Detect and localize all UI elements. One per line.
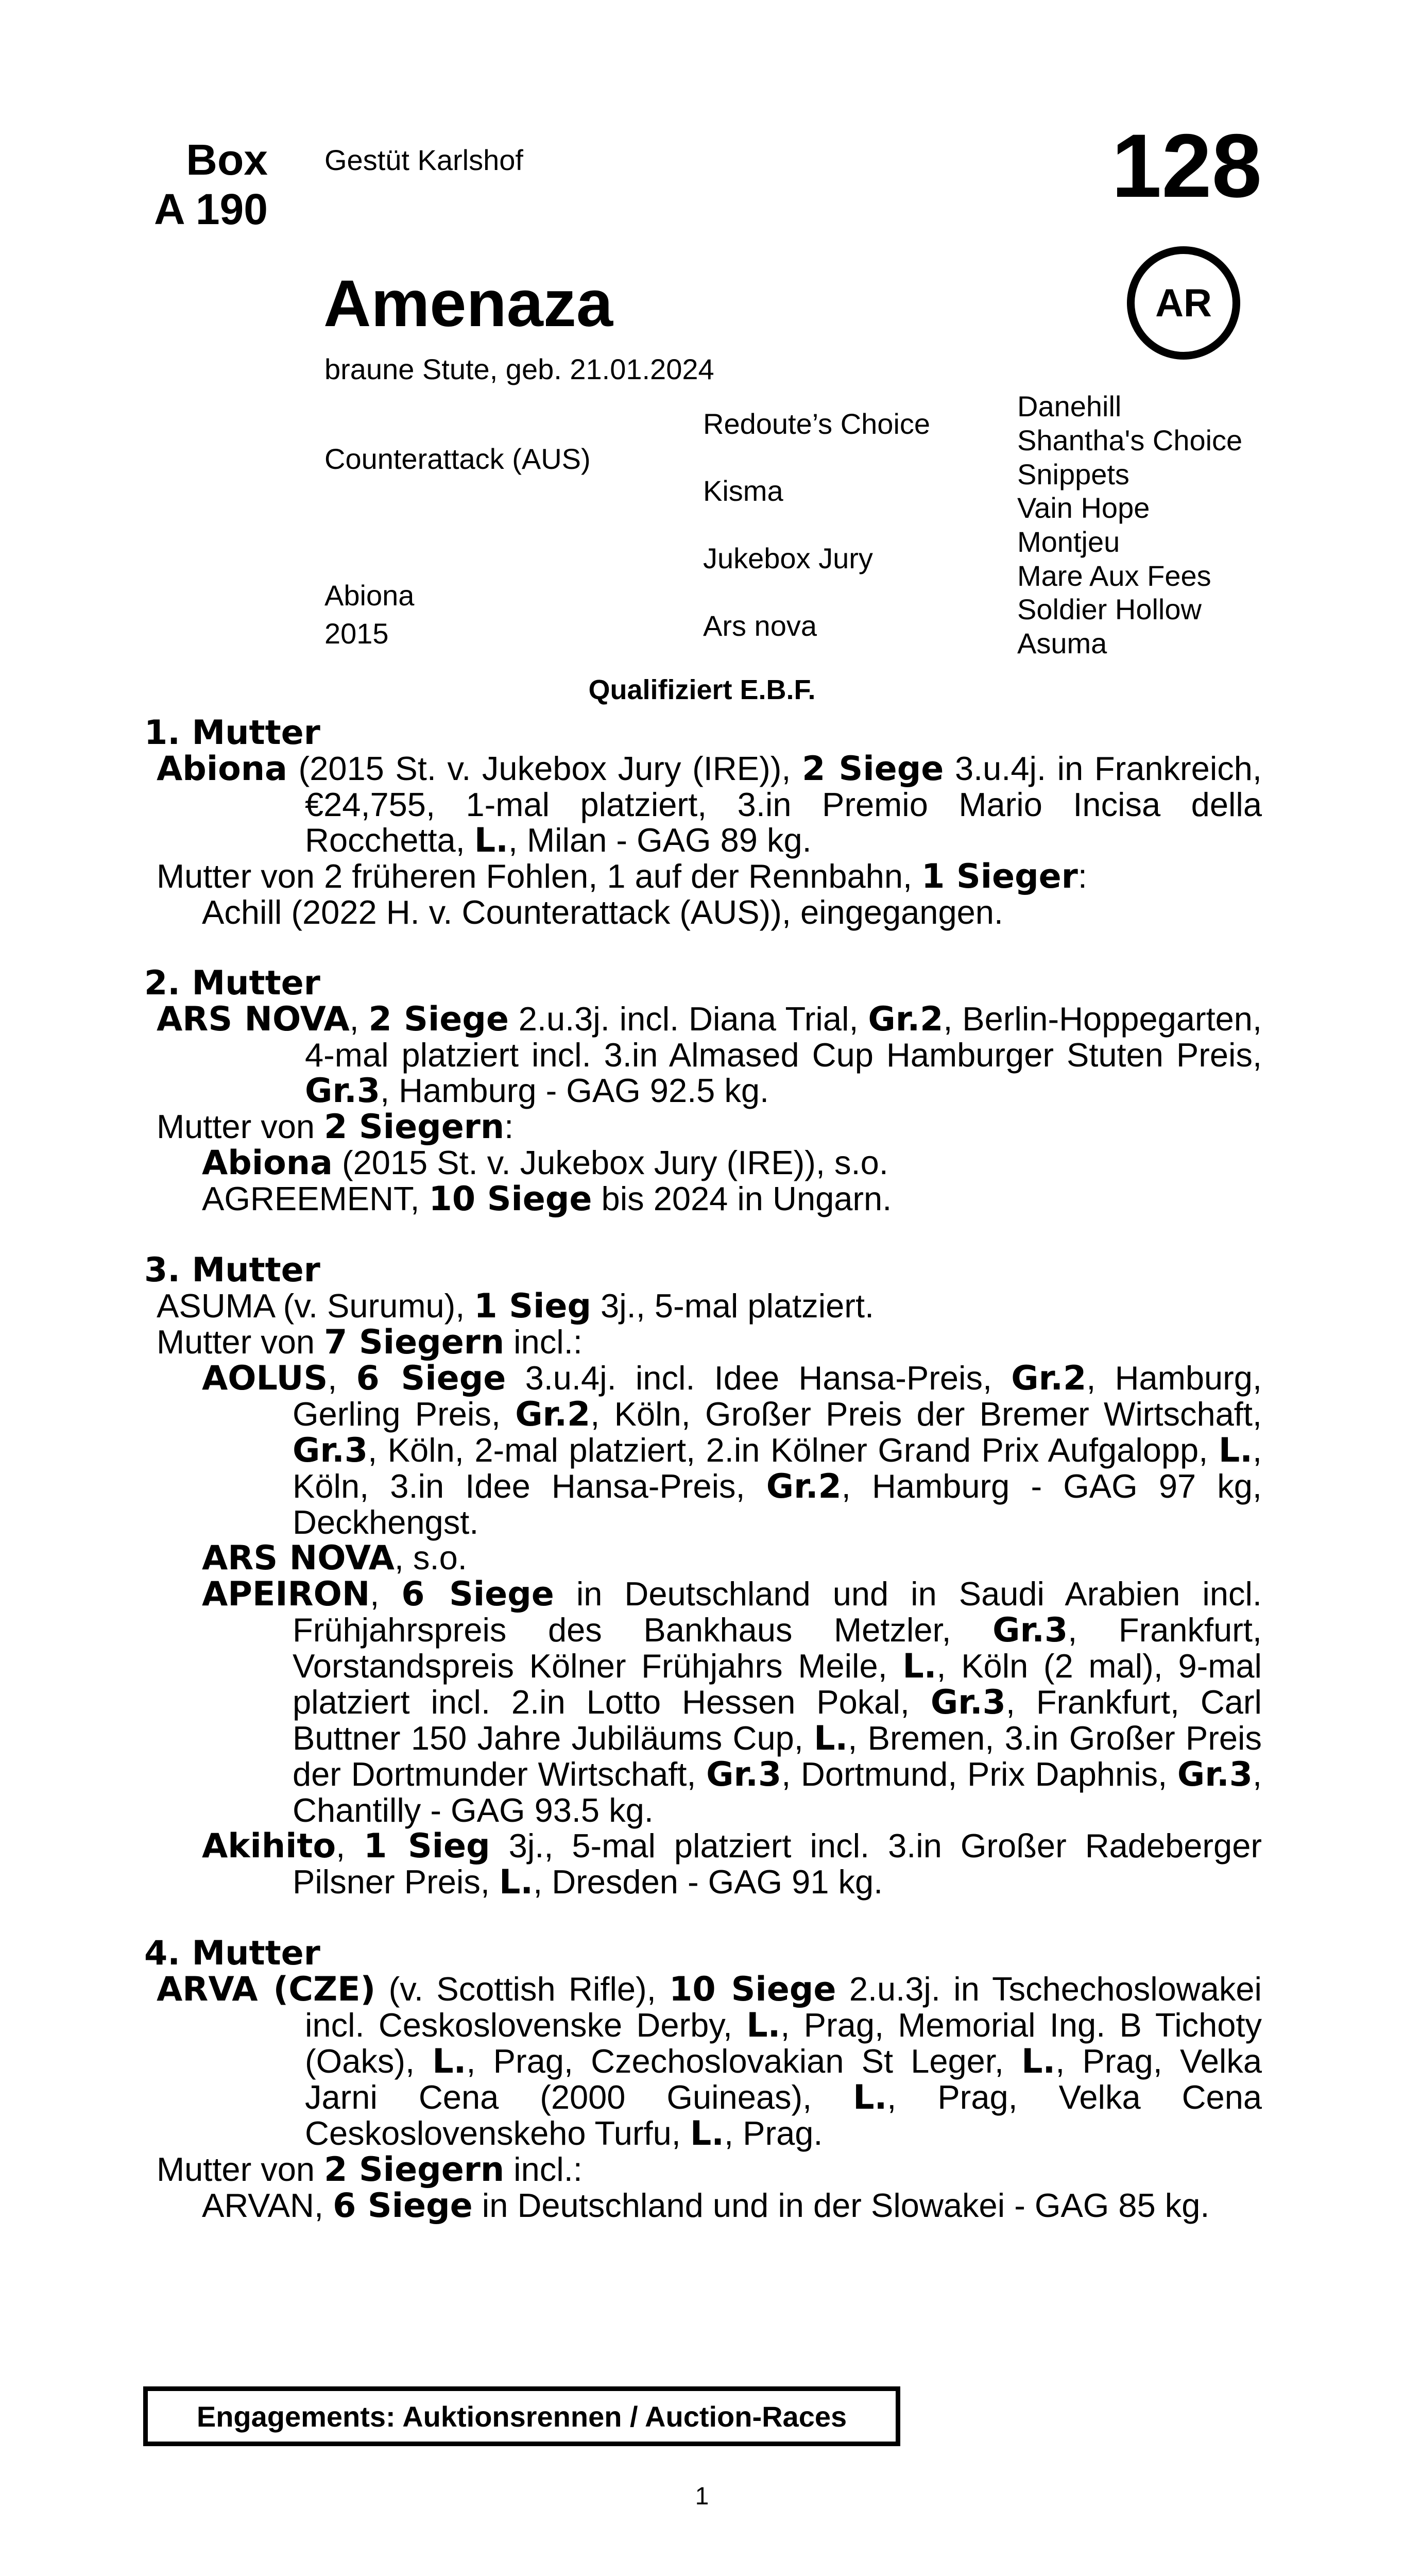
produce-text: in Deutschland und in der Slowakei - GAG 85 kg. — [472, 2187, 1210, 2224]
pedigree-gen3-8: Asuma — [1017, 627, 1107, 659]
produce-text: , Chantilly - GAG 93.5 kg. — [293, 1755, 1262, 1829]
produce-bold: 2 Siegern — [324, 2150, 505, 2189]
pedigree-gen3-1: Danehill — [1017, 390, 1122, 422]
produce-bold: L. — [499, 1863, 534, 1902]
produce-text: in Deutschland und in Saudi Arabien incl. Frühjahrspreis des Bankhaus Metzler, — [293, 1575, 1262, 1649]
produce-text: Achill (2022 H. v. Counterattack (AUS)), eingegangen. — [202, 893, 1003, 931]
produce-bold: 2 Siegern — [324, 1108, 505, 1146]
produce-text: , Hamburg - GAG 97 kg, Deckhengst. — [293, 1467, 1262, 1541]
produce-text: , Hamburg, Gerling Preis, — [293, 1359, 1262, 1433]
produce-text: : — [504, 1108, 514, 1145]
dam-bold: L. — [474, 821, 508, 860]
produce-name: ARS NOVA — [202, 1539, 395, 1578]
dam-bold: L. — [432, 2042, 467, 2081]
produce-bold: 7 Siegern — [324, 1323, 505, 1362]
produce-bold: Gr.3 — [706, 1755, 782, 1794]
produce-bold: L. — [902, 1647, 937, 1686]
produce-name: AOLUS — [202, 1359, 328, 1398]
produce-entry — [202, 1576, 1262, 1828]
produce-text: Mutter von — [157, 1108, 324, 1145]
pedigree-sire: Counterattack (AUS) — [324, 443, 591, 475]
produce-entry — [202, 1145, 1262, 1181]
produce-bold: Gr.3 — [930, 1683, 1006, 1722]
dam-name: ARS NOVA — [157, 1000, 350, 1039]
produce-entry — [202, 2188, 1262, 2224]
produce-bold: Gr.2 — [1011, 1359, 1087, 1398]
section-1st-dam — [144, 715, 1262, 930]
dam-text: , Prag, Velka Jarni Cena (2000 Guineas), — [305, 2042, 1262, 2116]
produce-bold: 6 Siege — [333, 2187, 473, 2225]
page-number: 1 — [695, 2483, 709, 2510]
dam-text: 3j., 5-mal platziert. — [591, 1287, 875, 1325]
produce-text: Mutter von — [157, 2150, 324, 2188]
produce-bold: Gr.3 — [293, 1431, 368, 1470]
produce-text: : — [1077, 857, 1087, 895]
produce-text: , Frankfurt, Vorstandspreis Kölner Frühjahrs Meile, — [293, 1611, 1262, 1685]
horse-description: braune Stute, geb. 21.01.2024 — [324, 353, 714, 385]
produce-text: incl.: — [504, 1323, 583, 1361]
engagements-box: Engagements: Auktionsrennen / Auction-Races — [143, 2386, 900, 2446]
dam-bold: 10 Siege — [669, 1970, 836, 2009]
dam-bold: 2 Siege — [802, 750, 944, 788]
section-title: 3. Mutter — [144, 1251, 320, 1290]
pedigree-gen3-5: Montjeu — [1017, 526, 1120, 558]
produce-bold: 6 Siege — [356, 1359, 506, 1398]
section-title: 4. Mutter — [144, 1934, 320, 1973]
produce-text: , — [336, 1827, 364, 1865]
produce-bold: 6 Siege — [401, 1575, 554, 1614]
produce-text: Mutter von — [157, 1323, 324, 1361]
produce-text: , Köln, Großer Preis der Bremer Wirtschaft, — [590, 1395, 1262, 1433]
box-label — [144, 135, 268, 234]
dam-bold: L. — [746, 2006, 781, 2045]
section-2nd-dam — [144, 965, 1262, 1217]
produce-line — [157, 858, 1262, 894]
dam-text: (v. Scottish Rifle), — [375, 1970, 670, 2008]
produce-text: , Köln, 2-mal platziert, 2.in Kölner Grand Prix Aufgalopp, — [368, 1431, 1219, 1469]
breeder: Gestüt Karlshof — [324, 144, 523, 176]
dam-bold: 1 Sieg — [474, 1287, 591, 1326]
pedigree-gen3-3: Snippets — [1017, 458, 1129, 490]
produce-text: incl.: — [504, 2150, 583, 2188]
produce-bold: Gr.3 — [1177, 1755, 1253, 1794]
produce-name: Akihito — [202, 1827, 336, 1866]
dam-text: 3.u.4j. in Frankreich, €24,755, 1-mal platziert, 3.in Premio Mario Incisa della Rocchetta, — [305, 750, 1262, 859]
dam-text: 2.u.3j. in Tschechoslowakei incl. Ceskoslovenske Derby, — [305, 1970, 1262, 2044]
produce-text: bis 2024 in Ungarn. — [592, 1180, 892, 1217]
produce-text: , — [328, 1359, 356, 1397]
dam-name: Abiona — [157, 750, 287, 788]
produce-line — [157, 1324, 1262, 1360]
produce-entry — [202, 1540, 1262, 1576]
produce-bold: 1 Sieger — [921, 857, 1078, 896]
produce-entry — [202, 1360, 1262, 1540]
dam-text: , Hamburg - GAG 92.5 kg. — [380, 1072, 769, 1109]
produce-entry — [202, 1828, 1262, 1900]
dam-entry — [157, 1001, 1262, 1109]
pedigree-sire-dam: Kisma — [703, 474, 783, 507]
produce-bold: 10 Siege — [429, 1180, 592, 1218]
pedigree-sire-sire: Redoute’s Choice — [703, 408, 931, 440]
dam-entry — [157, 1288, 1262, 1324]
pedigree-dam-sire: Jukebox Jury — [703, 542, 873, 574]
produce-text: (2015 St. v. Jukebox Jury (IRE)), s.o. — [332, 1144, 888, 1181]
dam-name: ARVA (CZE) — [157, 1970, 376, 2009]
dam-bold: 2 Siege — [368, 1000, 509, 1039]
produce-bold: 1 Sieg — [364, 1827, 490, 1866]
produce-entry — [202, 894, 1262, 930]
produce-text: 3j., 5-mal platziert incl. 3.in Großer Radeberger Pilsner Preis, — [293, 1827, 1262, 1901]
produce-text: , Dortmund, Prix Daphnis, — [781, 1755, 1177, 1793]
produce-bold: Gr.2 — [766, 1467, 842, 1506]
produce-text: Mutter von 2 früheren Fohlen, 1 auf der Rennbahn, — [157, 857, 922, 895]
pedigree-dam: Abiona — [324, 579, 415, 612]
dam-sections — [144, 715, 1262, 2224]
box-line2: A 190 — [153, 185, 268, 233]
qualified-ebf: Qualifiziert E.B.F. — [588, 674, 816, 705]
dam-text: (2015 St. v. Jukebox Jury (IRE)), — [287, 750, 802, 787]
produce-text: , Dresden - GAG 91 kg. — [533, 1863, 883, 1901]
dam-bold: L. — [853, 2078, 887, 2117]
dam-text: , Prag, Memorial Ing. B Tichoty (Oaks), — [305, 2006, 1262, 2080]
dam-text: , Milan - GAG 89 kg. — [508, 821, 812, 859]
produce-text: , Köln (2 mal), 9-mal platziert incl. 2.in Lotto Hessen Pokal, — [293, 1647, 1262, 1721]
produce-text: , s.o. — [394, 1539, 467, 1577]
produce-text: AGREEMENT, — [202, 1180, 429, 1217]
produce-text: ARVAN, — [202, 2187, 333, 2224]
pedigree-dam-year: 2015 — [324, 617, 389, 650]
produce-bold: L. — [814, 1719, 848, 1758]
produce-name: APEIRON — [202, 1575, 370, 1614]
pedigree-dam-dam: Ars nova — [703, 609, 817, 642]
ar-badge: AR — [1127, 246, 1240, 360]
dam-text: , — [349, 1000, 369, 1038]
pedigree-gen3-6: Mare Aux Fees — [1017, 560, 1211, 592]
lot-number: 128 — [1111, 116, 1262, 216]
dam-entry — [157, 751, 1262, 858]
dam-text: , Prag, Czechoslovakian St Leger, — [466, 2042, 1022, 2080]
dam-text: 2.u.3j. incl. Diana Trial, — [508, 1000, 868, 1038]
dam-bold: L. — [690, 2114, 725, 2153]
produce-text: , Köln, 3.in Idee Hansa-Preis, — [293, 1431, 1262, 1505]
produce-line — [157, 2151, 1262, 2188]
dam-text: , Prag. — [724, 2114, 823, 2152]
produce-text: , — [370, 1575, 402, 1613]
produce-bold: L. — [1218, 1431, 1253, 1470]
produce-text: , Bremen, 3.in Großer Preis der Dortmunder Wirtschaft, — [293, 1719, 1262, 1793]
section-title: 1. Mutter — [144, 714, 320, 752]
section-title: 2. Mutter — [144, 964, 320, 1003]
section-4th-dam — [144, 1936, 1262, 2224]
box-line1: Box — [186, 135, 268, 184]
dam-text: ASUMA (v. Surumu), — [157, 1287, 474, 1325]
horse-name: Amenaza — [323, 267, 613, 341]
dam-bold: Gr.3 — [305, 1072, 381, 1110]
produce-name: Abiona — [202, 1144, 333, 1182]
produce-bold: Gr.2 — [515, 1395, 591, 1434]
dam-bold: L. — [1021, 2042, 1056, 2081]
produce-bold: Gr.3 — [992, 1611, 1068, 1650]
section-3rd-dam — [144, 1252, 1262, 1900]
dam-text: , Berlin-Hoppegarten, 4-mal platziert incl. 3.in Almased Cup Hamburger Stuten Preis, — [305, 1000, 1262, 1074]
produce-text: 3.u.4j. incl. Idee Hansa-Preis, — [506, 1359, 1012, 1397]
dam-bold: Gr.2 — [868, 1000, 944, 1039]
pedigree-gen3-4: Vain Hope — [1017, 492, 1150, 524]
produce-line — [157, 1109, 1262, 1145]
pedigree-gen3-2: Shantha's Choice — [1017, 424, 1243, 456]
produce-text: , Frankfurt, Carl Buttner 150 Jahre Jubiläums Cup, — [293, 1683, 1262, 1757]
dam-entry — [157, 1971, 1262, 2151]
dam-text: , Prag, Velka Cena Ceskoslovenskeho Turfu, — [305, 2078, 1262, 2152]
produce-entry — [202, 1181, 1262, 1217]
pedigree-gen3-7: Soldier Hollow — [1017, 593, 1202, 625]
